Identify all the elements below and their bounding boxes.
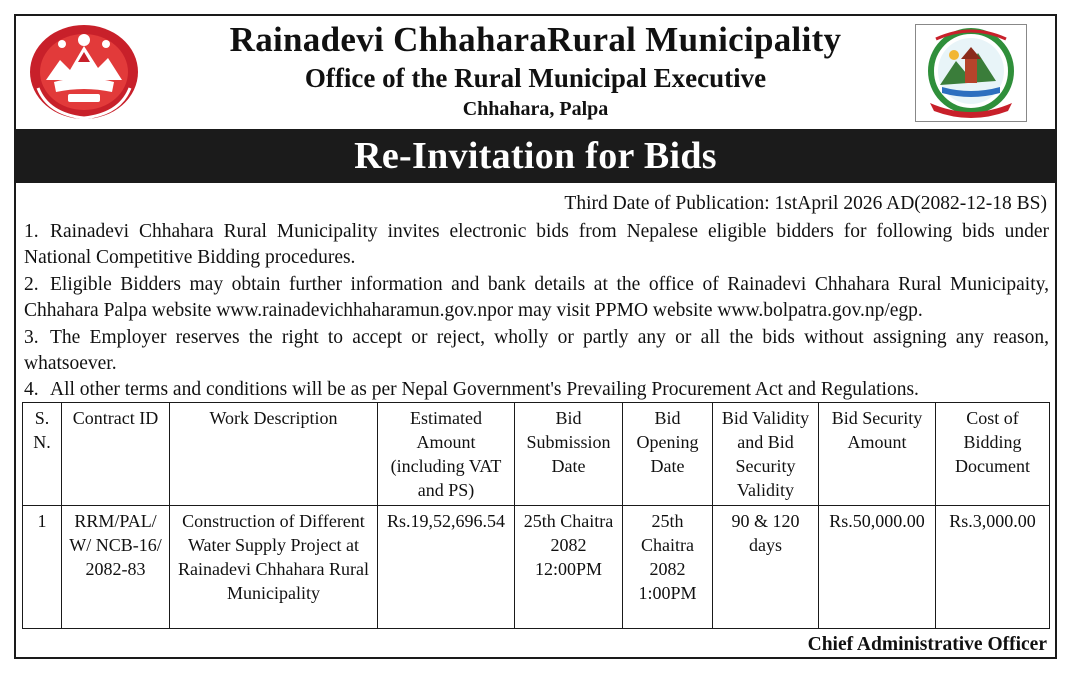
paragraph-text: All other terms and conditions will be as per Nepal Government's Prevailing Procurement Act and Regulations. — [50, 379, 919, 400]
notice-header — [16, 16, 1055, 130]
office-location: Chhahara, Palpa — [462, 98, 609, 120]
paragraph-4 — [24, 377, 1049, 403]
table-header-row — [23, 403, 1050, 506]
column-header: Estimated Amount (including VAT and PS) — [378, 403, 515, 506]
security-amount-cell: Rs.50,000.00 — [819, 506, 936, 629]
paragraph-text: Rainadevi Chhahara Rural Municipality invites electronic bids from Nepalese eligible bidders for following bids under National Competitive Bidding procedures. — [24, 221, 1049, 268]
paragraph-2 — [24, 272, 1049, 323]
document-cost-cell: Rs.3,000.00 — [936, 506, 1050, 629]
notice-frame — [14, 14, 1057, 659]
column-header: Contract ID — [62, 403, 170, 506]
work-description-cell: Construction of Different Water Supply Project at Rainadevi Chhahara Rural Municipality — [170, 506, 378, 629]
column-header: Bid Submission Date — [515, 403, 623, 506]
column-header: Bid Security Amount — [819, 403, 936, 506]
notice-title-banner: Re-Invitation for Bids — [16, 130, 1055, 183]
contract-id-cell: RRM/PAL/ W/ NCB-16/ 2082-83 — [62, 506, 170, 629]
column-header: Cost of Bidding Document — [936, 403, 1050, 506]
paragraph-number: 2. — [24, 274, 39, 295]
table-row — [23, 506, 1050, 629]
publication-date: Third Date of Publication: 1stApril 2026 AD(2082-12-18 BS) — [564, 193, 1047, 214]
office-name: Office of the Rural Municipal Executive — [304, 63, 767, 93]
paragraph-number: 4. — [24, 379, 39, 400]
paragraph-number: 1. — [24, 221, 39, 242]
column-header: Work Description — [170, 403, 378, 506]
paragraph-number: 3. — [24, 327, 39, 348]
signatory-title: Chief Administrative Officer — [807, 634, 1047, 655]
paragraph-text: The Employer reserves the right to accept or reject, wholly or partly any or all the bids without assigning any reason, whatsoever. — [24, 327, 1049, 374]
submission-date-cell: 25th Chaitra 2082 12:00PM — [515, 506, 623, 629]
paragraph-3 — [24, 325, 1049, 376]
opening-date-cell: 25th Chaitra 2082 1:00PM — [623, 506, 713, 629]
paragraph-text: Eligible Bidders may obtain further information and bank details at the office of Rainadevi Chhahara Rural Municipaity, Chhahara Palpa website www.rainadevichhaharamun.gov.npor may visit PPMO website www.bolpatra.gov.np/egp. — [24, 274, 1049, 321]
column-header: Bid Validity and Bid Security Validity — [713, 403, 819, 506]
serial-number-cell: 1 — [23, 506, 62, 629]
paragraph-1 — [24, 219, 1049, 270]
municipality-name: Rainadevi ChhaharaRural Municipality — [229, 20, 842, 59]
estimated-amount-cell: Rs.19,52,696.54 — [378, 506, 515, 629]
validity-cell: 90 & 120 days — [713, 506, 819, 629]
column-header: Bid Opening Date — [623, 403, 713, 506]
bids-table — [22, 402, 1050, 629]
municipality-logo-icon — [915, 24, 1027, 122]
column-header: S. N. — [23, 403, 62, 506]
